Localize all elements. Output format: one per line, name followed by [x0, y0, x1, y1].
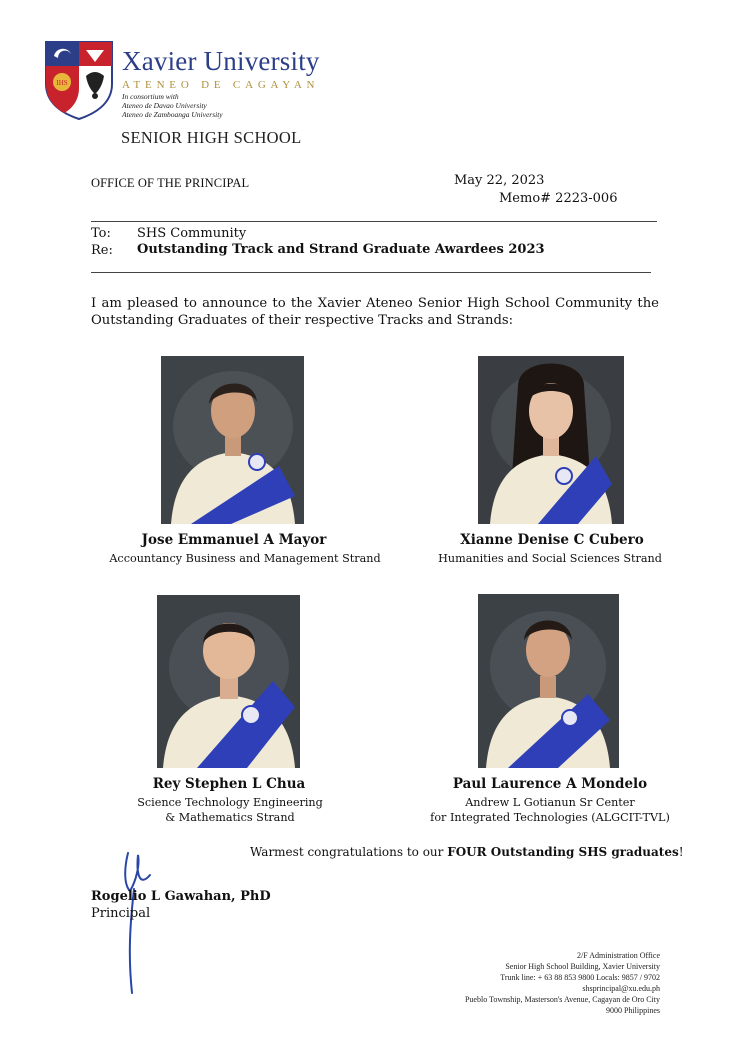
address-line: Senior High School Building, Xavier University	[505, 962, 660, 971]
svg-text:IHS: IHS	[56, 79, 68, 87]
consortium-text	[122, 92, 223, 119]
strand-line: for Integrated Technologies (ALGCIT-TVL)	[430, 811, 670, 824]
closing-punctuation: !	[678, 845, 684, 859]
school-name: SENIOR HIGH SCHOOL	[121, 128, 302, 147]
address-line: 9000 Philippines	[605, 1006, 660, 1015]
university-name: Xavier University	[122, 46, 320, 76]
address-email: shsprincipal@xu.edu.ph	[582, 984, 660, 993]
consortium-line: In consortium with	[122, 92, 179, 101]
memo-subject: Outstanding Track and Strand Graduate Awardees 2023	[137, 242, 545, 257]
closing-emphasis: FOUR Outstanding SHS graduates	[447, 845, 679, 859]
strand-line: Science Technology Engineering	[137, 796, 323, 809]
strand-line: Andrew L Gotianun Sr Center	[465, 796, 635, 809]
awardee-photo	[478, 356, 624, 524]
to-recipient: SHS Community	[137, 226, 247, 241]
strand-line: Accountancy Business and Management Strand	[109, 552, 381, 565]
awardee-strand	[410, 551, 690, 566]
divider	[91, 221, 657, 222]
awardee-name: Paul Laurence A Mondelo	[452, 776, 648, 792]
awardee-photo	[161, 356, 304, 524]
awardee-name: Rey Stephen L Chua	[152, 776, 306, 792]
awardee-name: Xianne Denise C Cubero	[460, 532, 644, 548]
awardee-strand	[400, 795, 700, 825]
awardee-strand	[96, 551, 394, 566]
university-subtitle: ATENEO DE CAGAYAN	[122, 79, 320, 91]
closing-line	[250, 845, 684, 859]
address-line: 2/F Administration Office	[577, 951, 660, 960]
awardee-photo	[478, 594, 619, 768]
re-label: Re:	[91, 243, 113, 258]
closing-text: Warmest congratulations to our	[250, 845, 448, 859]
university-shield-logo	[44, 40, 114, 120]
address-line: Trunk line: + 63 88 853 9800 Locals: 9857 / 9702	[500, 973, 660, 982]
memo-date: May 22, 2023	[454, 173, 545, 188]
memo-number: Memo# 2223-006	[499, 191, 618, 206]
office-address	[380, 950, 660, 1016]
signatory-name: Rogelio L Gawahan, PhD	[91, 889, 271, 904]
divider	[91, 272, 651, 273]
office-heading: OFFICE OF THE PRINCIPAL	[91, 176, 250, 190]
strand-line: Humanities and Social Sciences Strand	[438, 552, 662, 565]
awardee-photo	[157, 595, 300, 768]
address-line: Pueblo Township, Masterson's Avenue, Cagayan de Oro City	[464, 995, 660, 1004]
to-label: To:	[91, 226, 111, 241]
strand-line: & Mathematics Strand	[165, 811, 295, 824]
awardee-name: Jose Emmanuel A Mayor	[141, 532, 327, 548]
awardee-strand	[90, 795, 370, 825]
consortium-line: Ateneo de Davao University	[122, 101, 207, 110]
consortium-line: Ateneo de Zamboanga University	[122, 110, 223, 119]
intro-paragraph: I am pleased to announce to the Xavier Ateneo Senior High School Community the Outstanding Graduates of their respective Tracks and Strands:	[91, 296, 659, 328]
signatory-title: Principal	[91, 906, 151, 921]
